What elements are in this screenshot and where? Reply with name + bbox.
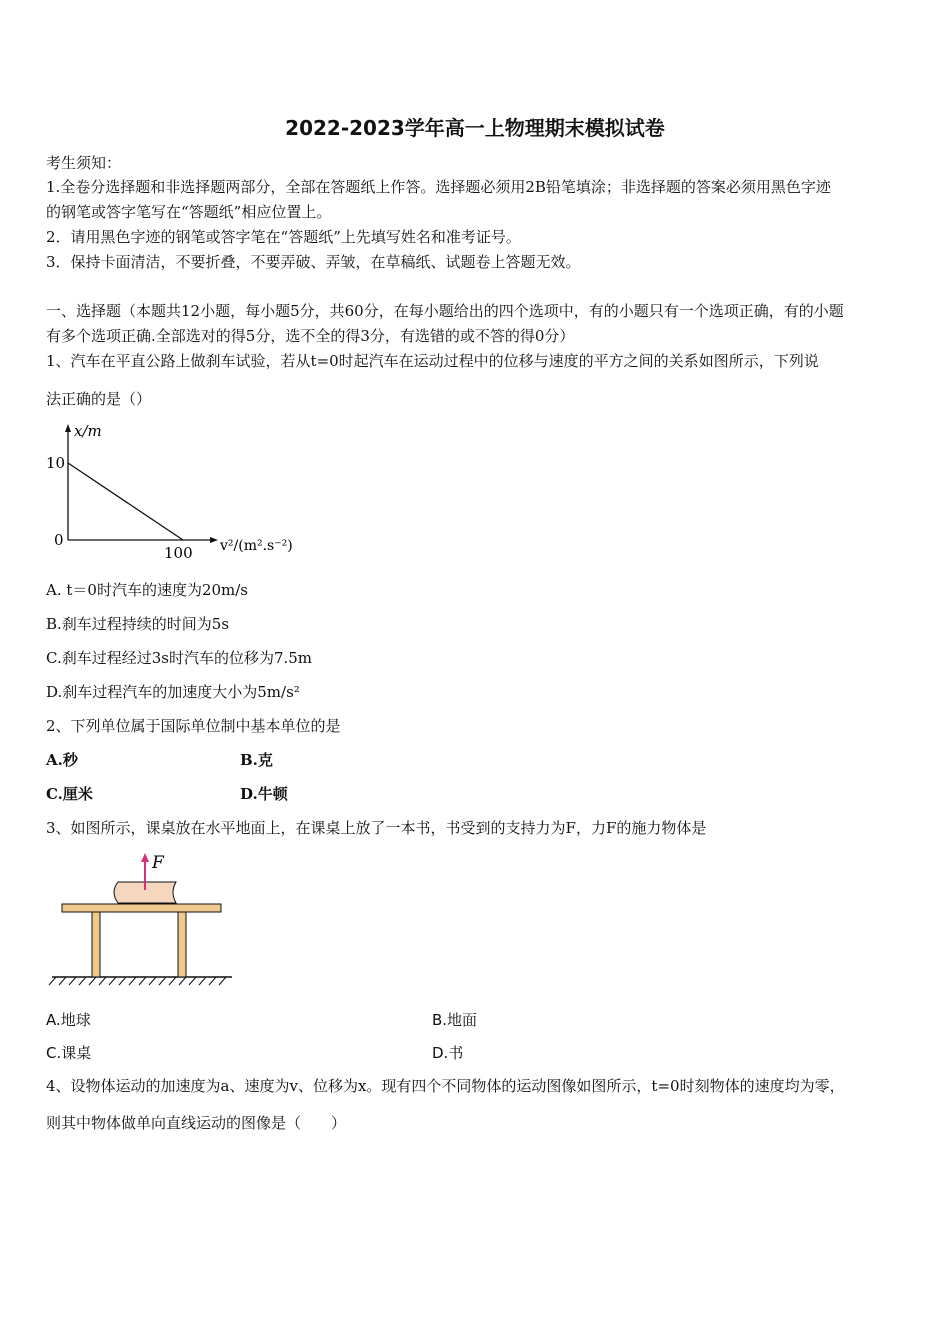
q4-stem-cont: 则其中物体做单向直线运动的图像是（ ） <box>46 1114 347 1132</box>
q3-stem: 3、如图所示，课桌放在水平地面上，在课桌上放了一本书，书受到的支持力为F，力F的施力物体是 <box>46 819 707 837</box>
y-axis-label: x/m <box>74 422 102 440</box>
q3-figure <box>46 848 246 990</box>
q3-option-d: D.书 <box>432 1044 464 1062</box>
q4-stem: 4、设物体运动的加速度为a、速度为v、位移为x。现有四个不同物体的运动图像如图所示，t=0时刻物体的速度均为零， <box>46 1077 845 1095</box>
table-leg-right <box>178 912 186 977</box>
force-label: F <box>152 853 164 873</box>
table-top <box>62 904 221 912</box>
ground-hatching <box>49 977 226 985</box>
q2-option-b: B.克 <box>240 751 273 769</box>
section-heading: 一、选择题（本题共12小题，每小题5分，共60分，在每小题给出的四个选项中，有的小题只有一个选项正确，有的小题 <box>46 302 844 320</box>
x-tick-label: 100 <box>164 544 193 562</box>
q1-option-c: C.刹车过程经过3s时汽车的位移为7.5m <box>46 649 313 667</box>
notice-heading: 考生须知： <box>46 154 122 172</box>
q1-option-d: D.刹车过程汽车的加速度大小为5m/s² <box>46 683 300 701</box>
q1-stem-cont: 法正确的是（） <box>46 390 152 408</box>
q2-stem: 2、下列单位属于国际单位制中基本单位的是 <box>46 717 341 735</box>
notice-item: 的钢笔或答字笔写在“答题纸”相应位置上。 <box>46 203 332 221</box>
force-arrow-head <box>141 853 149 862</box>
y-tick-label: 10 <box>46 454 66 472</box>
graph-line <box>68 463 183 540</box>
q2-option-a: A.秒 <box>46 751 78 769</box>
page-title: 2022-2023学年高一上物理期末模拟试卷 <box>285 116 665 140</box>
x-axis-label: v²/(m².s⁻²) <box>220 538 293 554</box>
notice-item: 2．请用黑色字迹的钢笔或答字笔在“答题纸”上先填写姓名和准考证号。 <box>46 228 521 246</box>
origin-label: 0 <box>54 531 64 549</box>
q1-option-a: A. t＝0时汽车的速度为20m/s <box>46 581 249 599</box>
notice-item: 1.全卷分选择题和非选择题两部分，全部在答题纸上作答。选择题必须用2B铅笔填涂；非选择题的答案必须用黑色字迹 <box>46 178 831 196</box>
x-axis-arrow <box>210 537 218 543</box>
q1-graph <box>40 418 320 568</box>
q3-option-b: B.地面 <box>432 1011 478 1029</box>
q3-option-a: A.地球 <box>46 1011 91 1029</box>
q2-option-c: C.厘米 <box>46 785 93 803</box>
q1-stem: 1、汽车在平直公路上做刹车试验，若从t=0时起汽车在运动过程中的位移与速度的平方之间的关系如图所示，下列说 <box>46 352 819 370</box>
y-axis-arrow <box>65 424 71 432</box>
q1-option-b: B.刹车过程持续的时间为5s <box>46 615 230 633</box>
table-leg-left <box>92 912 100 977</box>
q3-option-c: C.课桌 <box>46 1044 92 1062</box>
q2-option-d: D.牛顿 <box>240 785 288 803</box>
section-heading-cont: 有多个选项正确.全部选对的得5分，选不全的得3分，有选错的或不答的得0分） <box>46 327 575 345</box>
notice-item: 3．保持卡面清洁，不要折叠，不要弄破、弄皱，在草稿纸、试题卷上答题无效。 <box>46 253 581 271</box>
